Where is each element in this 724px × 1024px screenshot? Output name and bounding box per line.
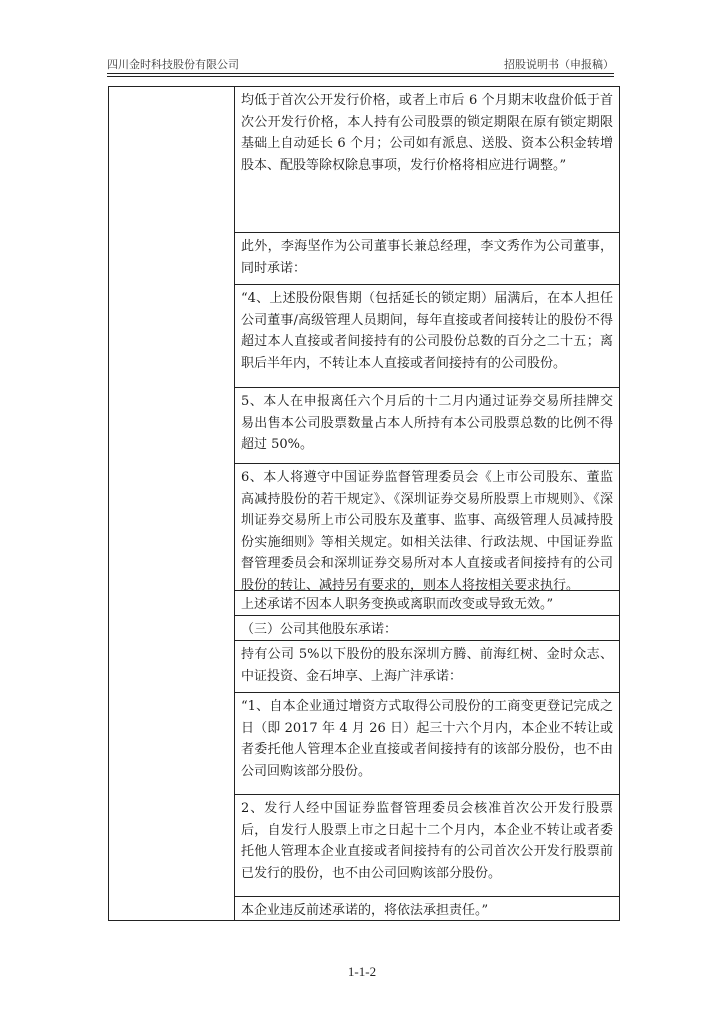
table-row: 5、本人在申报离任六个月后的十二月内通过证券交易所挂牌交易出售本公司股票数量占本人所持有本公司股票总数的比例不得超过 50%。	[235, 388, 619, 464]
table-label-column	[109, 87, 235, 920]
table-row: 此外，李海坚作为公司董事长兼总经理，李文秀作为公司董事，同时承诺：	[235, 233, 619, 285]
table-row: 均低于首次公开发行价格，或者上市后 6 个月期末收盘价低于首次公开发行价格，本人持有公司股票的锁定期限在原有锁定期限基础上自动延长 6 个月；公司如有派息、送股、资本公积金转增股本、配股等除权除息事项，发行价格将相应进行调整。”	[235, 87, 619, 233]
table-row: 6、本人将遵守中国证券监督管理委员会《上市公司股东、董监高减持股份的若干规定》、《深圳证券交易所股票上市规则》、《深圳证券交易所上市公司股东及董事、监事、高级管理人员减持股份实施细则》等相关规定。如相关法律、行政法规、中国证券监督管理委员会和深圳证券交易所对本人直接或者间接持有的公司股份的转让、减持另有要求的，则本人将按相关要求执行。	[235, 464, 619, 591]
page-header	[107, 56, 614, 74]
table-row: “1、自本企业通过增资方式取得公司股份的工商变更登记完成之日（即 2017 年 4 月 26 日）起三十六个月内，本企业不转让或者委托他人管理本企业直接或者间接持有的该部分股份，也不由公司回购该部分股份。	[235, 693, 619, 795]
table-row: 持有公司 5%以下股份的股东深圳方腾、前海红树、金时众志、中证投资、金石坤享、上海广沣承诺：	[235, 641, 619, 693]
table-row: 上述承诺不因本人职务变换或离职而改变或导致无效。”	[235, 591, 619, 616]
table-content-column	[235, 87, 619, 920]
page-number: 1-1-2	[347, 964, 377, 979]
table-row: 2、发行人经中国证券监督管理委员会核准首次公开发行股票后，自发行人股票上市之日起十二个月内，本企业不转让或者委托他人管理本企业直接或者间接持有的公司首次公开发行股票前已发行的股份，也不由公司回购该部分股份。	[235, 795, 619, 897]
document-title: 招股说明书（申报稿）	[504, 58, 614, 71]
table-row: 本企业违反前述承诺的，将依法承担责任。”	[235, 897, 619, 920]
header-rule	[107, 73, 614, 74]
table-row: “4、上述股份限售期（包括延长的锁定期）届满后，在本人担任公司董事/高级管理人员期间，每年直接或者间接转让的股份不得超过本人直接或者间接持有的公司股份总数的百分之二十五；离职后半年内，不转让本人直接或者间接持有的公司股份。	[235, 285, 619, 388]
company-name: 四川金时科技股份有限公司	[107, 58, 239, 71]
commitment-table	[108, 86, 620, 921]
section-heading: （三）公司其他股东承诺：	[235, 616, 619, 641]
header-rule-thin	[107, 76, 614, 77]
